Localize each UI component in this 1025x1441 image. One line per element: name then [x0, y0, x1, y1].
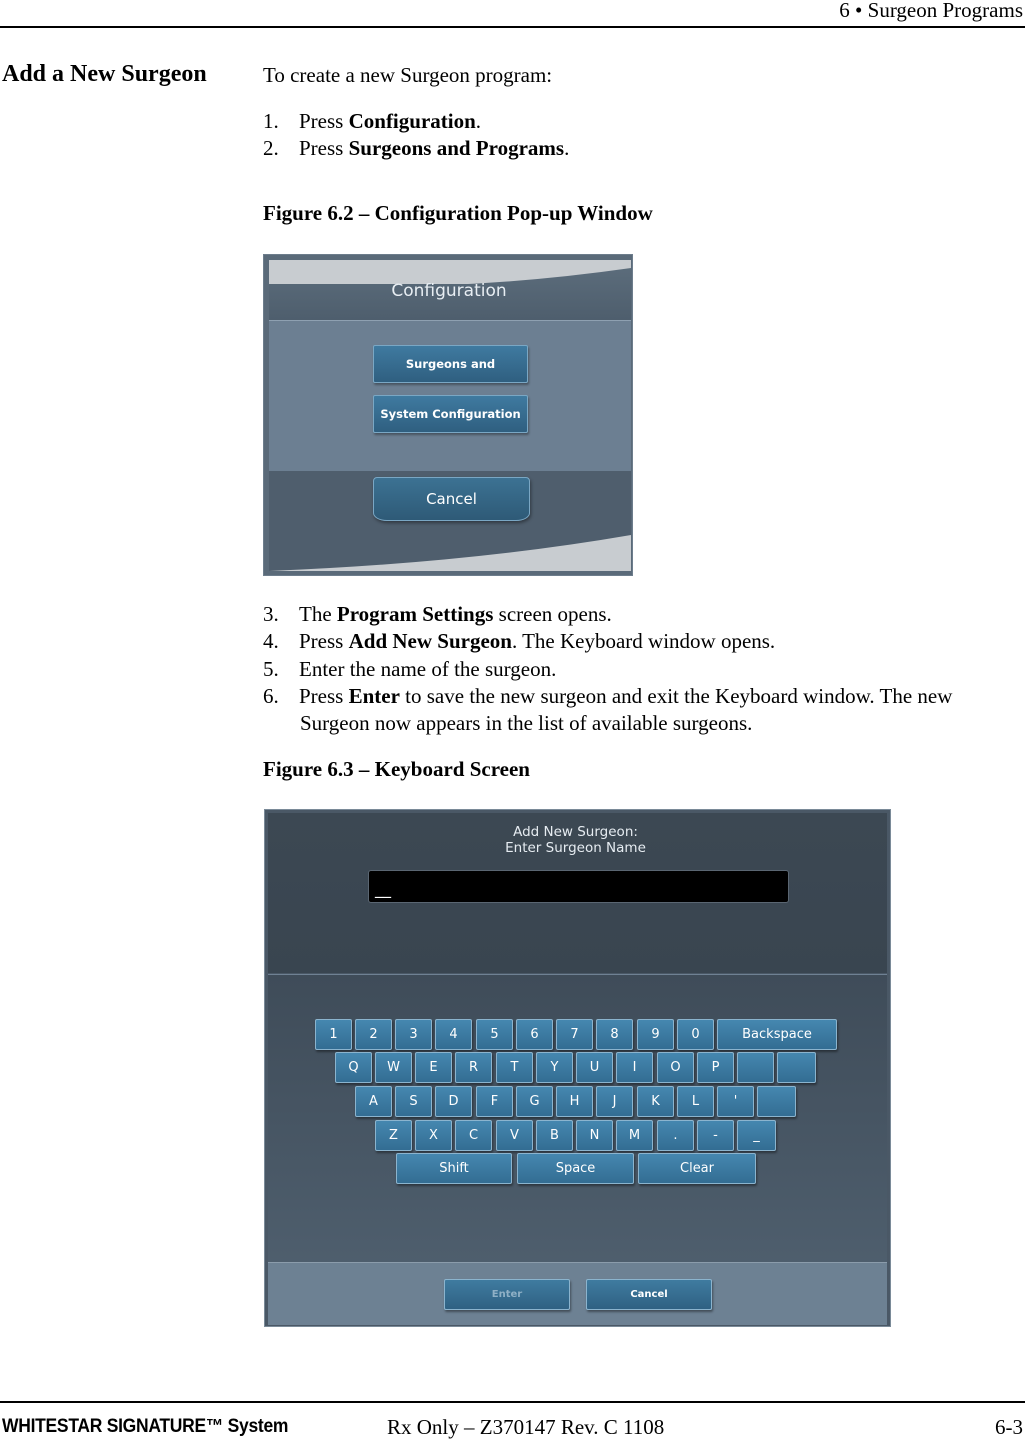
step-text-end: screen opens. — [493, 602, 612, 626]
step-text-end: . The Keyboard window opens. — [511, 629, 776, 653]
key-d[interactable]: D — [435, 1086, 472, 1117]
keyboard-action-bar — [268, 1262, 887, 1325]
step-number: 1. — [263, 109, 279, 133]
key-i[interactable]: I — [616, 1052, 653, 1083]
step-6 — [263, 684, 952, 709]
step-1 — [263, 109, 481, 134]
step-text-end: to save the new surgeon and exit the Keyboard window. The new — [399, 684, 953, 708]
step-3 — [263, 602, 612, 627]
step-5 — [263, 657, 556, 682]
key-4[interactable]: 4 — [435, 1019, 472, 1050]
key-blank[interactable] — [737, 1052, 774, 1083]
key-9[interactable]: 9 — [637, 1019, 674, 1050]
step-text: Enter the name of the surgeon. — [299, 657, 557, 681]
key-l[interactable]: L — [677, 1086, 714, 1117]
key-apostrophe[interactable]: ' — [717, 1086, 754, 1117]
key-m[interactable]: M — [616, 1120, 653, 1151]
space-key[interactable]: Space — [517, 1153, 634, 1184]
key-6[interactable]: 6 — [516, 1019, 553, 1050]
cancel-button[interactable]: Cancel — [373, 477, 530, 521]
footer-product-name: WHITESTAR SIGNATURE™ System — [2, 1416, 289, 1437]
key-g[interactable]: G — [516, 1086, 553, 1117]
step-number: 6. — [263, 684, 279, 708]
key-q[interactable]: Q — [335, 1052, 372, 1083]
step-text: Press — [299, 684, 349, 708]
step-bold: Configuration — [348, 109, 476, 133]
key-period[interactable]: . — [657, 1120, 694, 1151]
key-k[interactable]: K — [637, 1086, 674, 1117]
key-5[interactable]: 5 — [476, 1019, 513, 1050]
chapter-title: 6 • Surgeon Programs — [839, 0, 1023, 22]
step-bold: Add New Surgeon — [348, 629, 512, 653]
key-u[interactable]: U — [576, 1052, 613, 1083]
shift-key[interactable]: Shift — [396, 1153, 512, 1184]
step-text: Press — [299, 136, 349, 160]
step-number: 3. — [263, 602, 279, 626]
surgeon-name-input[interactable]: __ — [368, 870, 789, 903]
step-text: Press — [299, 629, 349, 653]
keyboard-title-line-1: Add New Surgeon: — [513, 824, 638, 840]
step-text-end: . — [564, 136, 570, 160]
key-b[interactable]: B — [536, 1120, 573, 1151]
key-w[interactable]: W — [375, 1052, 412, 1083]
figure-6-3-caption: Figure 6.3 – Keyboard Screen — [263, 757, 530, 781]
key-v[interactable]: V — [496, 1120, 533, 1151]
page-number: 6-3 — [995, 1415, 1023, 1439]
cancel-button[interactable]: Cancel — [586, 1279, 712, 1310]
page-footer — [0, 1401, 1025, 1403]
key-hyphen[interactable]: - — [697, 1120, 734, 1151]
key-8[interactable]: 8 — [596, 1019, 633, 1050]
system-configuration-button[interactable]: System Configuration — [373, 395, 528, 433]
figure-6-2-caption: Figure 6.2 – Configuration Pop-up Window — [263, 201, 653, 225]
step-2 — [263, 136, 569, 161]
key-o[interactable]: O — [657, 1052, 694, 1083]
step-bold: Enter — [348, 684, 400, 708]
key-z[interactable]: Z — [375, 1120, 412, 1151]
key-x[interactable]: X — [415, 1120, 452, 1151]
key-blank[interactable] — [757, 1086, 796, 1117]
step-number: 5. — [263, 657, 279, 681]
configuration-popup — [263, 254, 633, 576]
step-bold: Program Settings — [336, 602, 494, 626]
key-r[interactable]: R — [455, 1052, 492, 1083]
key-s[interactable]: S — [395, 1086, 432, 1117]
keyboard-keys-panel — [268, 974, 887, 1262]
key-e[interactable]: E — [415, 1052, 452, 1083]
clear-key[interactable]: Clear — [638, 1153, 756, 1184]
step-number: 4. — [263, 629, 279, 653]
key-y[interactable]: Y — [536, 1052, 573, 1083]
step-text: Press — [299, 109, 349, 133]
key-2[interactable]: 2 — [355, 1019, 392, 1050]
section-heading: Add a New Surgeon — [2, 61, 207, 87]
step-text-end: . — [475, 109, 482, 133]
key-0[interactable]: 0 — [677, 1019, 714, 1050]
key-underscore[interactable]: _ — [737, 1120, 776, 1151]
key-blank[interactable] — [777, 1052, 816, 1083]
key-1[interactable]: 1 — [315, 1019, 352, 1050]
key-h[interactable]: H — [556, 1086, 593, 1117]
key-c[interactable]: C — [455, 1120, 492, 1151]
backspace-key[interactable]: Backspace — [717, 1019, 837, 1050]
key-3[interactable]: 3 — [395, 1019, 432, 1050]
step-number: 2. — [263, 136, 279, 160]
step-bold: Surgeons and Programs — [348, 136, 565, 160]
key-j[interactable]: J — [596, 1086, 633, 1117]
keyboard-title — [265, 824, 886, 856]
step-6-continued: Surgeon now appears in the list of available surgeons. — [300, 711, 753, 735]
key-f[interactable]: F — [476, 1086, 513, 1117]
key-n[interactable]: N — [576, 1120, 613, 1151]
popup-title: Configuration — [391, 281, 507, 301]
enter-button[interactable]: Enter — [444, 1279, 570, 1310]
key-7[interactable]: 7 — [556, 1019, 593, 1050]
footer-document-id: Rx Only – Z370147 Rev. C 1108 — [387, 1415, 665, 1439]
key-t[interactable]: T — [496, 1052, 533, 1083]
surgeons-and-programs-button[interactable]: Surgeons and — [373, 345, 528, 383]
keyboard-title-line-2: Enter Surgeon Name — [505, 840, 646, 856]
key-p[interactable]: P — [697, 1052, 734, 1083]
key-a[interactable]: A — [355, 1086, 392, 1117]
intro-text: To create a new Surgeon program: — [263, 63, 553, 87]
step-text: The — [299, 602, 337, 626]
step-4 — [263, 629, 775, 654]
keyboard-screen — [264, 809, 891, 1327]
